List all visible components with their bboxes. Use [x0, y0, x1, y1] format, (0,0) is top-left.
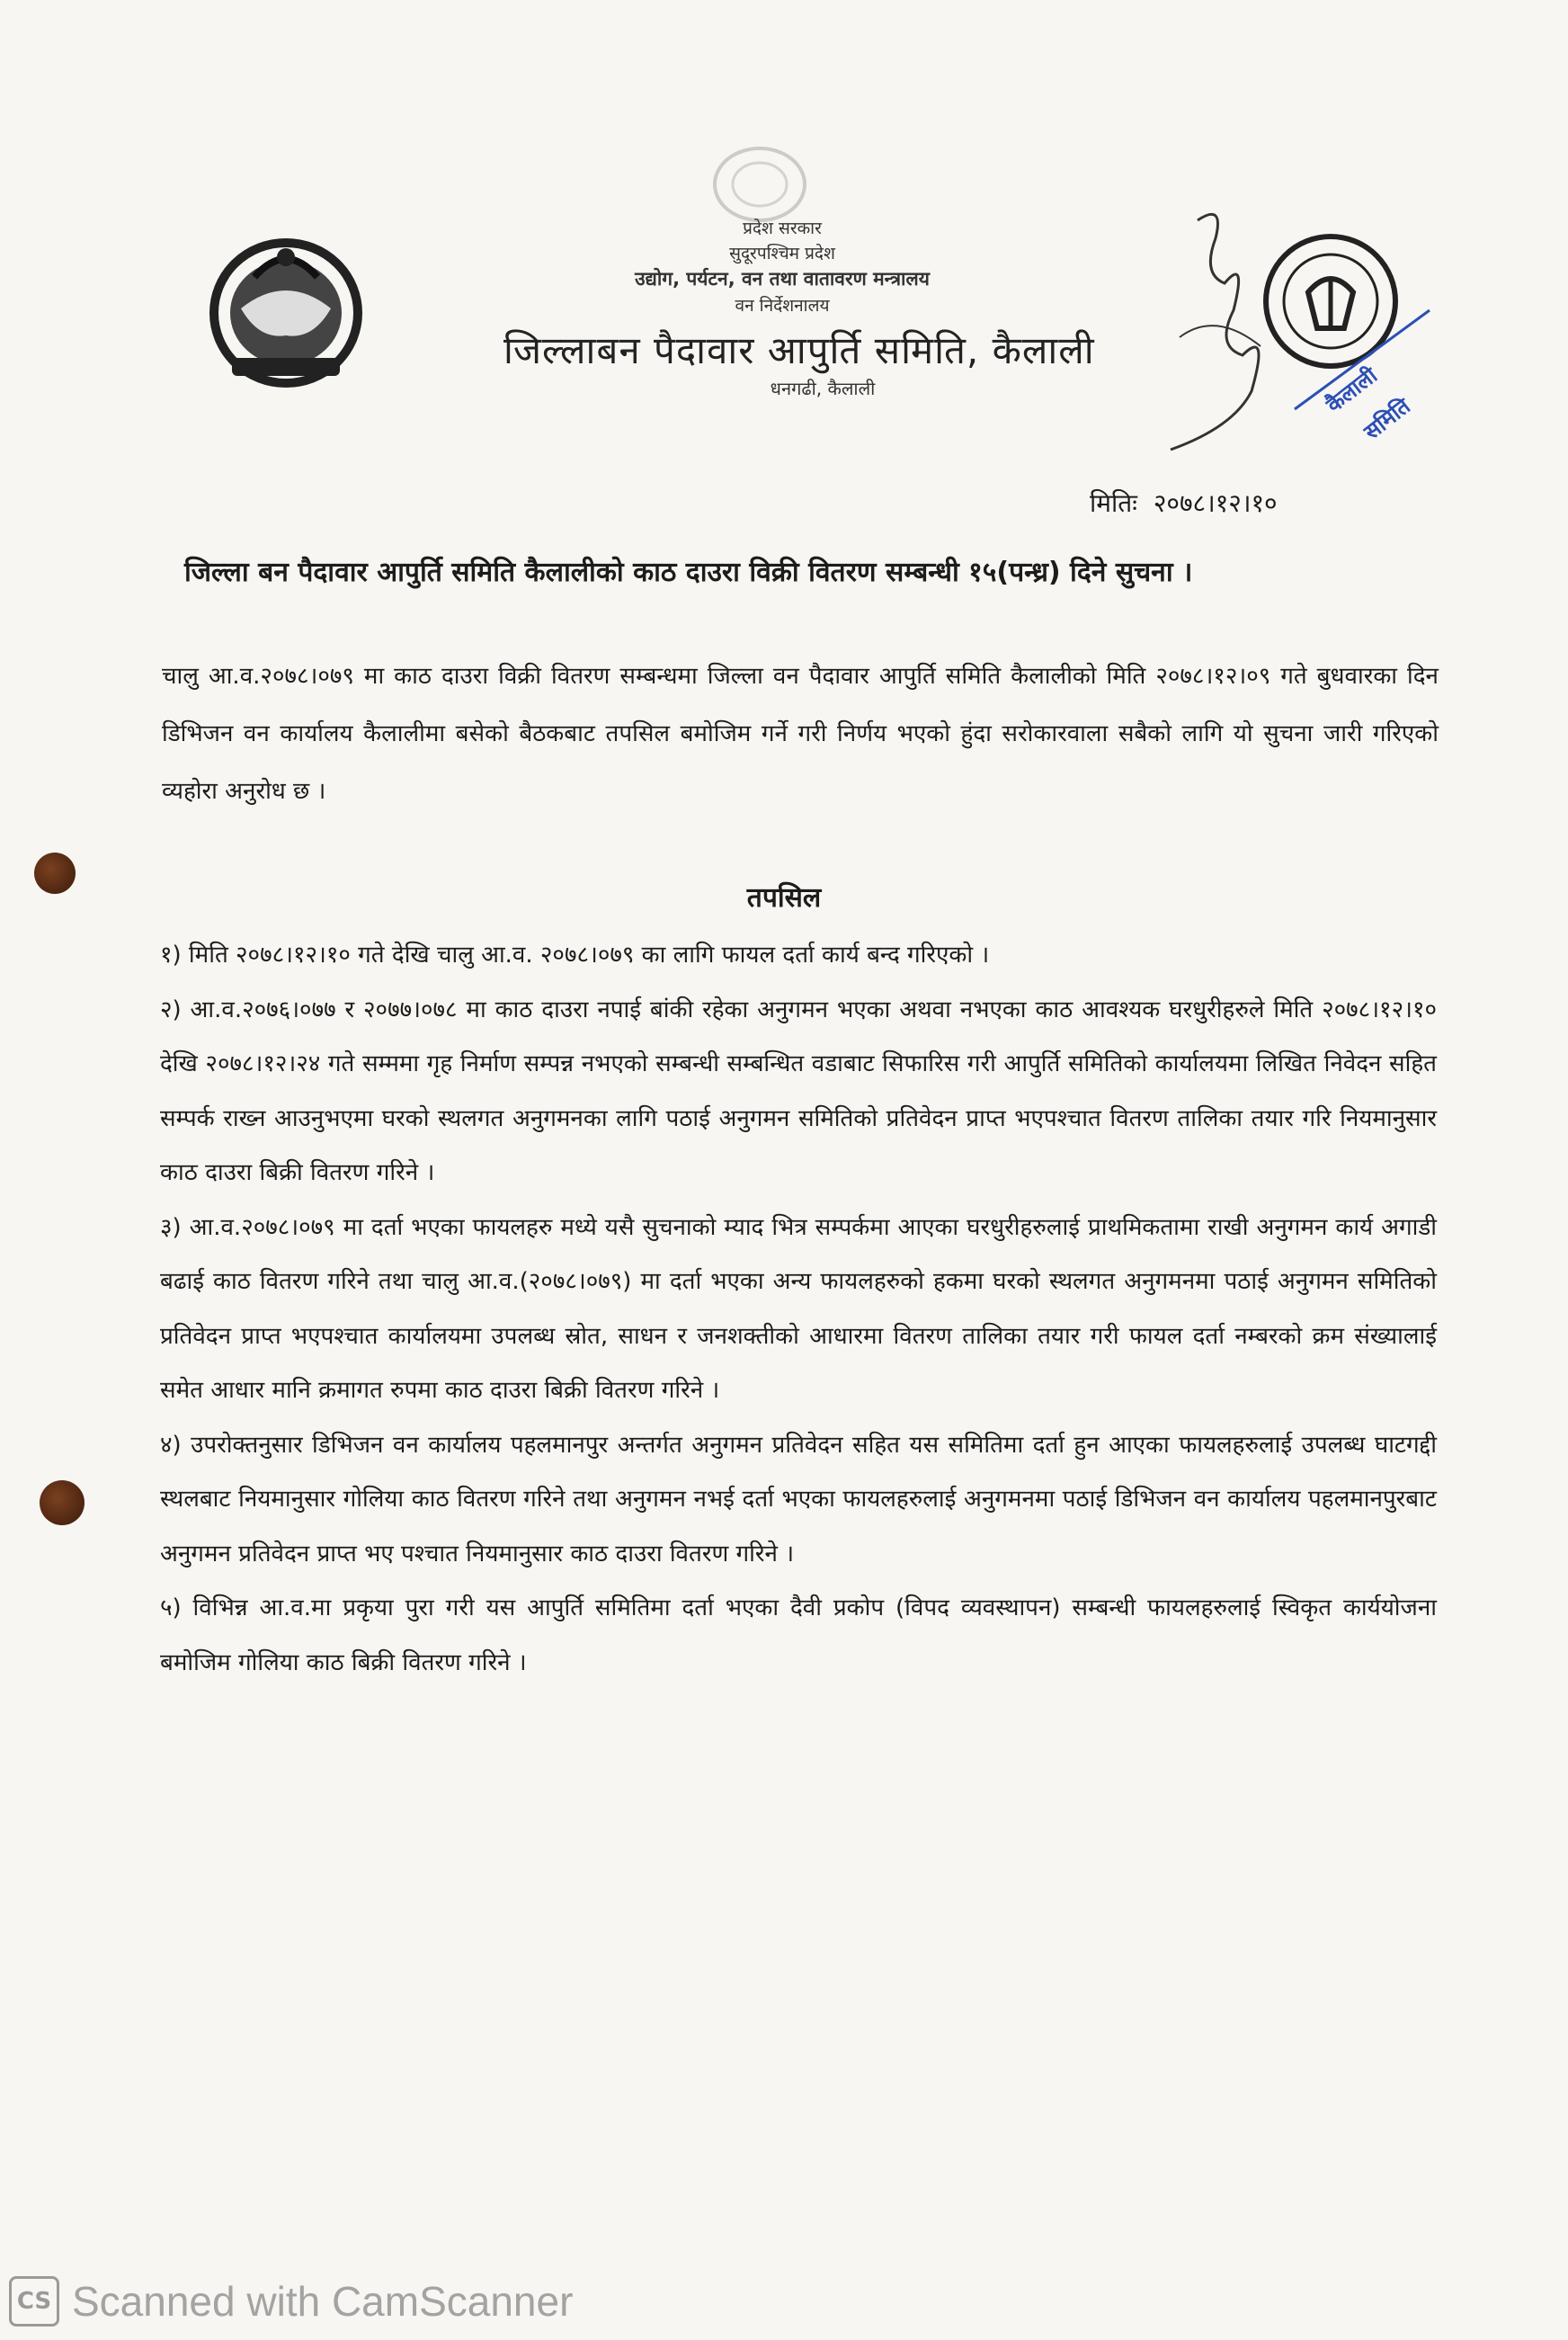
letterhead-line-3: उद्योग, पर्यटन, वन तथा वातावरण मन्त्रालय	[635, 268, 930, 290]
date-label: मितिः	[1090, 488, 1137, 518]
details-list	[160, 928, 1437, 1690]
organization-address: धनगढी, कैलाली	[770, 378, 876, 399]
date-value: २०७८।१२।१०	[1153, 488, 1278, 518]
camscanner-logo-icon: CS	[9, 2276, 59, 2327]
details-heading: तपसिल	[746, 882, 822, 914]
scanner-text: Scanned with CamScanner	[72, 2278, 574, 2325]
letterhead-line-2: सुदूरपश्चिम प्रदेश	[729, 244, 835, 263]
organization-name: जिल्लाबन पैदावार आपुर्ति समिति, कैलाली	[503, 328, 1095, 372]
letterhead-line-1: प्रदेश सरकार	[743, 219, 822, 238]
stamp-text-2: समिति	[1359, 393, 1415, 445]
punch-hole-icon	[40, 1480, 85, 1525]
list-item: २) आ.व.२०७६।०७७ र २०७७।०७८ मा काठ दाउरा नपाई बांकी रहेका अनुगमन भएका अथवा नभएका काठ आवश्यक घरधुरीहरुले मिति २०७८।१२।१० देखि २०७८।१२।२४ गते सम्ममा गृह निर्माण सम्पन्न नभएको सम्बन्धी सम्बन्धित वडाबाट सिफारिस गरी आपुर्ति समितिको कार्यालयमा लिखित निवेदन सहित सम्पर्क राख्न आउनुभएमा घरको स्थलगत अनुगमनका लागि पठाई अनुगमन समितिको प्रतिवेदन प्राप्त भएपश्चात वितरण तालिका तयार गरि नियमानुसार काठ दाउरा बिक्री वितरण गरिने ।	[160, 996, 1437, 1186]
letterhead-line-4: वन निर्देशनालय	[735, 296, 830, 316]
date-line	[1090, 486, 1294, 520]
stamp-text-1: कैलाली	[1321, 362, 1383, 418]
list-item: ३) आ.व.२०७८।०७९ मा दर्ता भएका फायलहरु मध्ये यसै सुचनाको म्याद भित्र सम्पर्कमा आएका घरधुरीहरुलाई प्राथमिकतामा राखी अनुगमन कार्य अगाडी बढाई काठ वितरण गरिने तथा चालु आ.व.(२०७८।०७९) मा दर्ता भएका अन्य फायलहरुको हकमा घरको स्थलगत अनुगमनमा पठाई अनुगमन समितिको प्रतिवेदन प्राप्त भएपश्चात कार्यालयमा उपलब्ध स्रोत, साधन र जनशक्तीको आधारमा वितरण तालिका तयार गरी फायल दर्ता नम्बरको क्रम संख्यालाई समेत आधार मानि क्रमागत रुपमा काठ दाउरा बिक्री वितरण गरिने ।	[160, 1213, 1437, 1404]
intro-paragraph: चालु आ.व.२०७८।०७९ मा काठ दाउरा विक्री वितरण सम्बन्धमा जिल्ला वन पैदावार आपुर्ति समिति कैलालीको मिति २०७८।१२।०९ गते बुधवारका दिन डिभिजन वन कार्यालय कैलालीमा बसेको बैठकबाट तपसिल बमोजिम गर्ने गरी निर्णय भएको हुंदा सरोकारवाला सबैको लागि यो सुचना जारी गरिएको व्यहोरा अनुरोध छ ।	[162, 663, 1439, 805]
list-item: ४) उपरोक्तनुसार डिभिजन वन कार्यालय पहलमानपुर अन्तर्गत अनुगमन प्रतिवेदन सहित यस समितिमा दर्ता हुन आएका फायलहरुलाई उपलब्ध घाटगद्दी स्थलबाट नियमानुसार गोलिया काठ वितरण गरिने तथा अनुगमन नभई दर्ता भएका फायलहरुलाई अनुगमनमा पठाई डिभिजन वन कार्यालय पहलमानपुरबाट अनुगमन प्रतिवेदन प्राप्त भए पश्चात नियमानुसार काठ दाउरा वितरण गरिने ।	[160, 1431, 1437, 1567]
nepal-emblem-icon	[205, 223, 367, 394]
notice-subject: जिल्ला बन पैदावार आपुर्ति समिति कैलालीको काठ दाउरा विक्री वितरण सम्बन्धी १५(पन्ध्र) दिने सुचना ।	[184, 557, 1193, 588]
scanner-watermark	[0, 2270, 683, 2333]
list-item: १) मिति २०७८।१२।१० गते देखि चालु आ.व. २०७८।०७९ का लागि फायल दर्ता कार्य बन्द गरिएको ।	[160, 942, 990, 969]
list-item: ५) विभिन्न आ.व.मा प्रकृया पुरा गरी यस आपुर्ति समितिमा दर्ता भएका दैवी प्रकोप (विपद व्यवस्थापन) सम्बन्धी फायलहरुलाई स्विकृत कार्ययोजना बमोजिम गोलिया काठ बिक्री वितरण गरिने ।	[160, 1594, 1437, 1676]
faint-emblem-icon	[710, 144, 809, 225]
